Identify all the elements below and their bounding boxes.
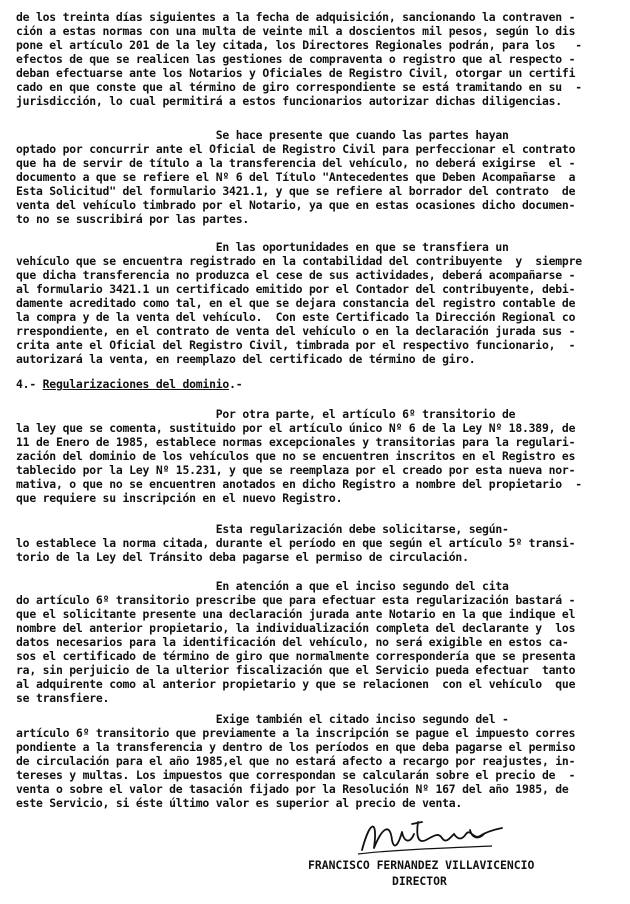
paragraph-line: damente acreditado como tal, en el que se dejara constancia del registro contable de [16, 296, 576, 310]
paragraph-line: rrespondiente, en el contrato de venta del vehículo o en la declaración jurada sus - [16, 324, 576, 338]
section-number: 4.- [16, 377, 43, 391]
section-suffix: .- [229, 377, 243, 391]
section-title: Regularizaciones del dominio [42, 377, 230, 391]
paragraph-line: 11 de Enero de 1985, establece normas excepcionales y transitorias para la regulari- [16, 435, 576, 449]
paragraph-line: que ha de servir de título a la transferencia del vehículo, no deberá exigirse el - [16, 156, 576, 170]
paragraph-line: de los treinta días siguientes a la fecha de adquisición, sancionando la contraven - [16, 10, 576, 24]
paragraph-line: to no se suscribirá por las partes. [16, 212, 250, 226]
paragraph-line: Se hace presente que cuando las partes hayan [16, 128, 509, 142]
paragraph-line: la ley que se comenta, sustituido por el artículo único Nº 6 de la Ley Nº 18.389, de [16, 421, 576, 435]
signatory-name: FRANCISCO FERNANDEZ VILLAVICENCIO [308, 858, 535, 872]
paragraph-line: Por otra parte, el artículo 6º transitorio de [16, 407, 516, 421]
paragraph-line: venta o sobre el valor de tasación fijado por la Resolución Nº 167 del año 1985, de [16, 782, 569, 796]
paragraph-line: lo establece la norma citada, durante el período en que según el artículo 5º transi- [16, 536, 576, 550]
paragraph-line: crita ante el Oficial del Registro Civil, timbrada por el respectivo funcionario, - [16, 338, 576, 352]
paragraph-line: que dicha transferencia no produzca el cese de sus actividades, deberá acompañarse - [16, 268, 576, 282]
paragraph-line: ra, sin perjuicio de la ulterior fiscalización que el Servicio pueda efectuar tanto [16, 663, 576, 677]
signatory-title: DIRECTOR [392, 874, 447, 888]
paragraph-line: artículo 6º transitorio que previamente a la inscripción se pague el impuesto corres [16, 726, 576, 740]
handwritten-signature [352, 810, 522, 860]
paragraph-line: jurisdicción, lo cual permitirá a estos funcionarios autorizar dichas diligencias. [16, 94, 562, 108]
paragraph-line: Esta Solicitud" del formulario 3421.1, y que se refiere al borrador del contrato de [16, 184, 576, 198]
paragraph-line: venta del vehículo timbrado por el Notario, ya que en estas ocasiones dicho documen- [16, 198, 576, 212]
paragraph-line: deban efectuarse ante los Notarios y Oficiales de Registro Civil, otorgar un certifi [16, 66, 576, 80]
paragraph-line: torio de la Ley del Tránsito deba pagarse el permiso de circulación. [16, 550, 469, 564]
paragraph-line: optado por concurrir ante el Oficial de Registro Civil para perfeccionar el contrato [16, 142, 576, 156]
section-heading [16, 377, 242, 391]
paragraph-line: cado en que conste que al término de giro correspondiente se está tramitando en su - [16, 80, 582, 94]
paragraph-line: nombre del anterior propietario, la individualización completa del declarante y los [16, 621, 576, 635]
paragraph-line: ción a estas normas con una multa de veinte mil a doscientos mil pesos, según lo dis [16, 24, 576, 38]
paragraph-line: En las oportunidades en que se transfiera un [16, 240, 509, 254]
paragraph-line: sos el certificado de término de giro que normalmente correspondería que se presenta [16, 649, 576, 663]
paragraph-line: zación del dominio de los vehículos que no se encuentren inscritos en el Registro es [16, 449, 576, 463]
paragraph-line: al formulario 3421.1 un certificado emitido por el Contador del contribuyente, debi- [16, 282, 576, 296]
paragraph-line: que el solicitante presente una declaración jurada ante Notario en la que indique el [16, 607, 576, 621]
paragraph-line: que requiere su inscripción en el nuevo Registro. [16, 491, 343, 505]
paragraph-line: datos necesarios para la identificación del vehículo, no será exigible en estos ca- [16, 635, 569, 649]
paragraph-line: pondiente a la transferencia y dentro de los períodos en que deba pagarse el permiso [16, 740, 576, 754]
paragraph-line: se transfiere. [16, 691, 110, 705]
paragraph-line: En atención a que el inciso segundo del cita [16, 579, 509, 593]
paragraph-line: do artículo 6º transitorio prescribe que para efectuar esta regularización bastará - [16, 593, 576, 607]
paragraph-line: al adquirente como al anterior propietario y que se relacionen con el vehículo que [16, 677, 576, 691]
paragraph-line: mativa, o que no se encuentren anotados en dicho Registro a nombre del propietario - [16, 477, 582, 491]
paragraph-line: la compra y de la venta del vehículo. Con este Certificado la Dirección Regional co [16, 310, 576, 324]
paragraph-line: documento a que se refiere el Nº 6 del Título "Antecedentes que Deben Acompañarse a [16, 170, 576, 184]
paragraph-line: vehículo que se encuentra registrado en la contabilidad del contribuyente y siempre [16, 254, 582, 268]
paragraph-line: tablecido por la Ley Nº 15.231, y que se reemplaza por el creado por esta nueva nor- [16, 463, 576, 477]
paragraph-line: este Servicio, si éste último valor es superior al precio de venta. [16, 796, 463, 810]
paragraph-line: pone el artículo 201 de la ley citada, los Directores Regionales podrán, para los - [16, 38, 582, 52]
paragraph-line: Exige también el citado inciso segundo del - [16, 712, 509, 726]
paragraph-line: autorizará la venta, en reemplazo del certificado de término de giro. [16, 352, 476, 366]
paragraph-line: de circulación para el año 1985,el que no estará afecto a recargo por reajustes, in- [16, 754, 576, 768]
paragraph-line: tereses y multas. Los impuestos que correspondan se calcularán sobre el precio de - [16, 768, 576, 782]
paragraph-line: Esta regularización debe solicitarse, según- [16, 522, 509, 536]
paragraph-line: efectos de que se realicen las gestiones de compraventa o registro que al respecto - [16, 52, 576, 66]
